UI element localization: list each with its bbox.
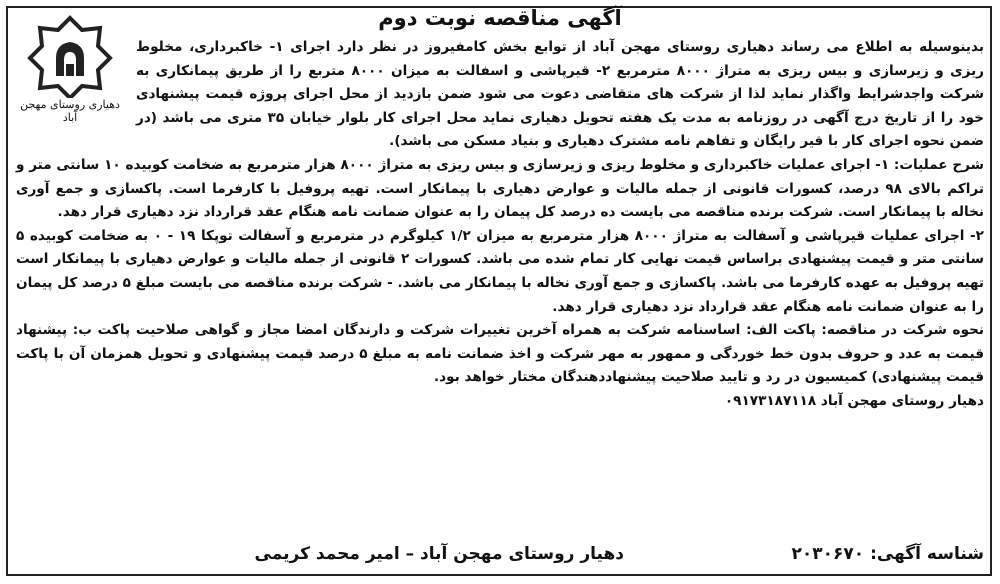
operations-paragraph-2: ۲- اجرای عملیات قیرپاشی و آسفالت به متراژ ۸۰۰۰ هزار مترمربع به میزان ۱/۲ کیلوگرم در مترمربع و آسفالت توپکا ۱۹ - ۰ به ضخامت کوبیده ۵ سانتی متر و قیمت پیشنهادی براساس قیمت نهایی کار تمام شده می باشد. کسورات ۲ قانونی از جمله مالیات و عوارض دهیاری با پیمانکار است تهیه پروفیل به عهده کارفرما می باشد. پاکسازی و جمع آوری نخاله با پیمانکار می باشد. - شرکت برنده مناقصه می بایست مبلغ ۵ درصد کل پیمان را به عنوان ضمانت نامه هنگام عقد قرارداد نزد دهیاری قرار دهد. xyxy=(16,227,984,315)
notice-body xyxy=(16,36,984,414)
ad-id: شناسه آگهی: ۲۰۳۰۶۷۰ xyxy=(791,544,984,564)
notice-title: آگهی مناقصه نوبت دوم xyxy=(378,6,622,30)
operations-paragraph-1: شرح عملیات: ۱- اجرای عملیات خاکبرداری و مخلوط ریزی و زیرسازی و بیس ریزی به متراژ ۸۰۰۰ هزار مترمربع به ضخامت کوبیده ۱۰ سانتی متر و تراکم بالای ۹۸ درصد، کسورات قانونی از جمله مالیات و عوارض دهیاری با پیمانکار است. تهیه پروفیل با کارفرما است. پاکسازی و جمع آوری نخاله با پیمانکار است. شرکت برنده مناقصه می بایست ده درصد کل پیمان را به عنوان ضمانت نامه هنگام عقد قرارداد نزد دهیاری قرار دهد. xyxy=(16,156,984,221)
intro-paragraph: بدینوسیله به اطلاع می رساند دهیاری روستای مهجن آباد از توابع بخش کامفیروز در نظر دارد اجرای ۱- خاکبرداری، مخلوط ریزی و زیرسازی و بیس ریزی به متراژ ۸۰۰۰ مترمربع ۲- قیرپاشی و اسفالت به میزان ۸۰۰۰ متربع را از طریق پیمانکاری به شرکت واجدشرایط واگذار نماید لذا از شرکت های متقاضی دعوت می شود ضمن بازدید از محل اجرای پروژه قیمت پیشنهادی خود را از تاریخ درج آگهی در روزنامه به مدت یک هفته تحویل دهیاری نماید محل اجرای کار بلوار خیابان ۳۵ متری می باشد (در ضمن نحوه اجرای کار با قیر رایگان و تفاهم نامه مشترک دهیاری و بنیاد مسکن می باشد). xyxy=(136,39,984,150)
signer: دهیار روستای مهجن آباد – امیر محمد کریمی xyxy=(254,544,624,564)
notice-footer xyxy=(16,544,984,572)
contact-line: دهیار روستای مهجن آباد ۰۹۱۷۳۱۸۷۱۱۸ xyxy=(724,392,984,409)
logo-caption: دهیاری روستای مهجن آباد xyxy=(20,98,120,124)
participation-paragraph: نحوه شرکت در مناقصه: پاکت الف: اساسنامه شرکت به همراه آخرین تغییرات شرکت و دارندگان امضا مجاز و گواهی صلاحیت پاکت ب: پیشنهاد قیمت به عدد و حروف بدون خط خوردگی و ممهور به مهر شرکت و اخذ ضمانت نامه به مبلغ ۵ درصد قیمت پیشنهادی و تحویل همزمان آن با پاکت قیمت پیشنهادی) کمیسیون در رد و تایید صلاحیت پیشنهاددهندگان مختار خواهد بود. xyxy=(16,322,984,386)
